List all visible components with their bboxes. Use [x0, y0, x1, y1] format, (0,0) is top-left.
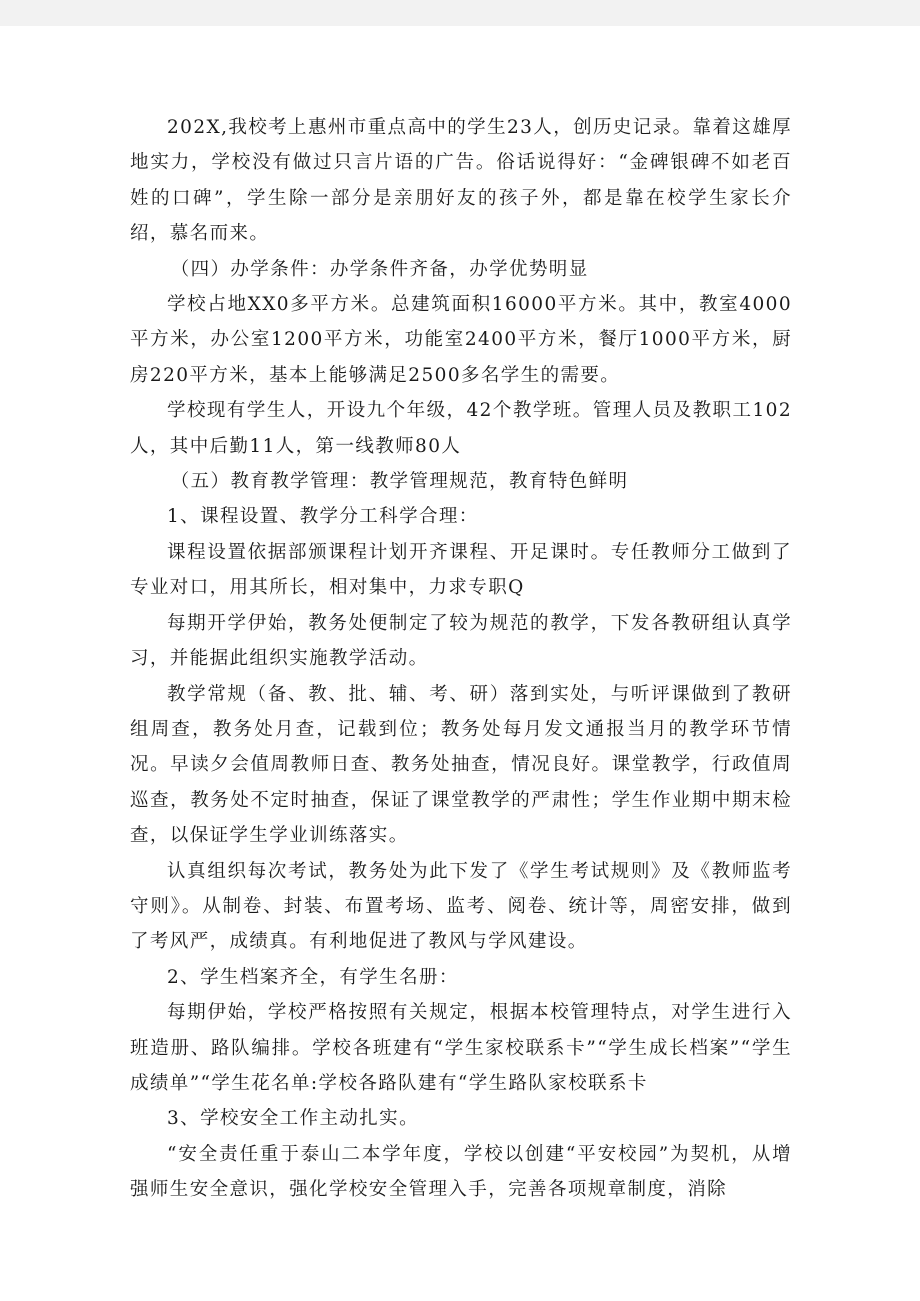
- body-paragraph: 3、学校安全工作主动扎实。: [167, 1108, 419, 1130]
- body-paragraph: 2、学生档案齐全，有学生名册：: [167, 966, 459, 988]
- section-heading: （四）办学条件：办学条件齐备，办学优势明显: [170, 258, 589, 280]
- document-body: [130, 110, 792, 1208]
- body-paragraph: 1、课程设置、教学分工科学合理：: [167, 506, 479, 528]
- body-paragraph: 202X,我校考上惠州市重点高中的学生23人，创历史记录。靠着这雄厚地实力，学校没有做过只言片语的广告。俗话说得好：“金碑银碑不如老百姓的口碑”，学生除一部分是亲朋好友的孩子外，都是靠在校学生家长介绍，慕名而来。: [130, 117, 793, 245]
- body-paragraph: 教学常规（备、教、批、辅、考、研）落到实处，与听评课做到了教研组周查，教务处月查，记载到位；教务处每月发文通报当月的教学环节情况。早读夕会值周教师日查、教务处抽查，情况良好。课堂教学，行政值周巡查，教务处不定时抽查，保证了课堂教学的严肃性；学生作业期中期末检查，以保证学生学业训练落实。: [130, 683, 792, 847]
- section-heading: （五）教育教学管理：教学管理规范，教育特色鲜明: [170, 471, 629, 493]
- body-paragraph: 课程设置依据部颁课程计划开齐课程、开足课时。专任教师分工做到了专业对口，用其所长，相对集中，力求专职Q: [130, 541, 792, 599]
- body-paragraph: 认真组织每次考试，教务处为此下发了《学生考试规则》及《教师监考守则》。从制卷、封装、布置考场、监考、阅卷、统计等，周密安排，做到了考风严，成绩真。有利地促进了教风与学风建设。: [130, 860, 792, 953]
- body-paragraph: 每期伊始，学校严格按照有关规定，根据本校管理特点，对学生进行入班造册、路队编排。学校各班建有“学生家校联系卡”“学生成长档案”“学生成绩单”“学生花名单:学校各路队建有“学生路队家校联系卡: [130, 1002, 792, 1094]
- body-paragraph: “安全责任重于泰山二本学年度，学校以创建“平安校园”为契机，从增强师生安全意识，强化学校安全管理入手，完善各项规章制度，消除: [130, 1143, 792, 1201]
- page-top-band: [0, 0, 920, 26]
- body-paragraph: 学校占地XX0多平方米。总建筑面积16000平方米。其中，教室4000平方米，办公室1200平方米，功能室2400平方米，餐厅1000平方米，厨房220平方米，基本上能够满足2500多名学生的需要。: [130, 294, 792, 386]
- body-paragraph: 学校现有学生人，开设九个年级，42个教学班。管理人员及教职工102人，其中后勤11人，第一线教师80人: [130, 400, 792, 457]
- body-paragraph: 每期开学伊始，教务处便制定了较为规范的教学，下发各教研组认真学习，并能据此组织实施教学活动。: [130, 612, 792, 670]
